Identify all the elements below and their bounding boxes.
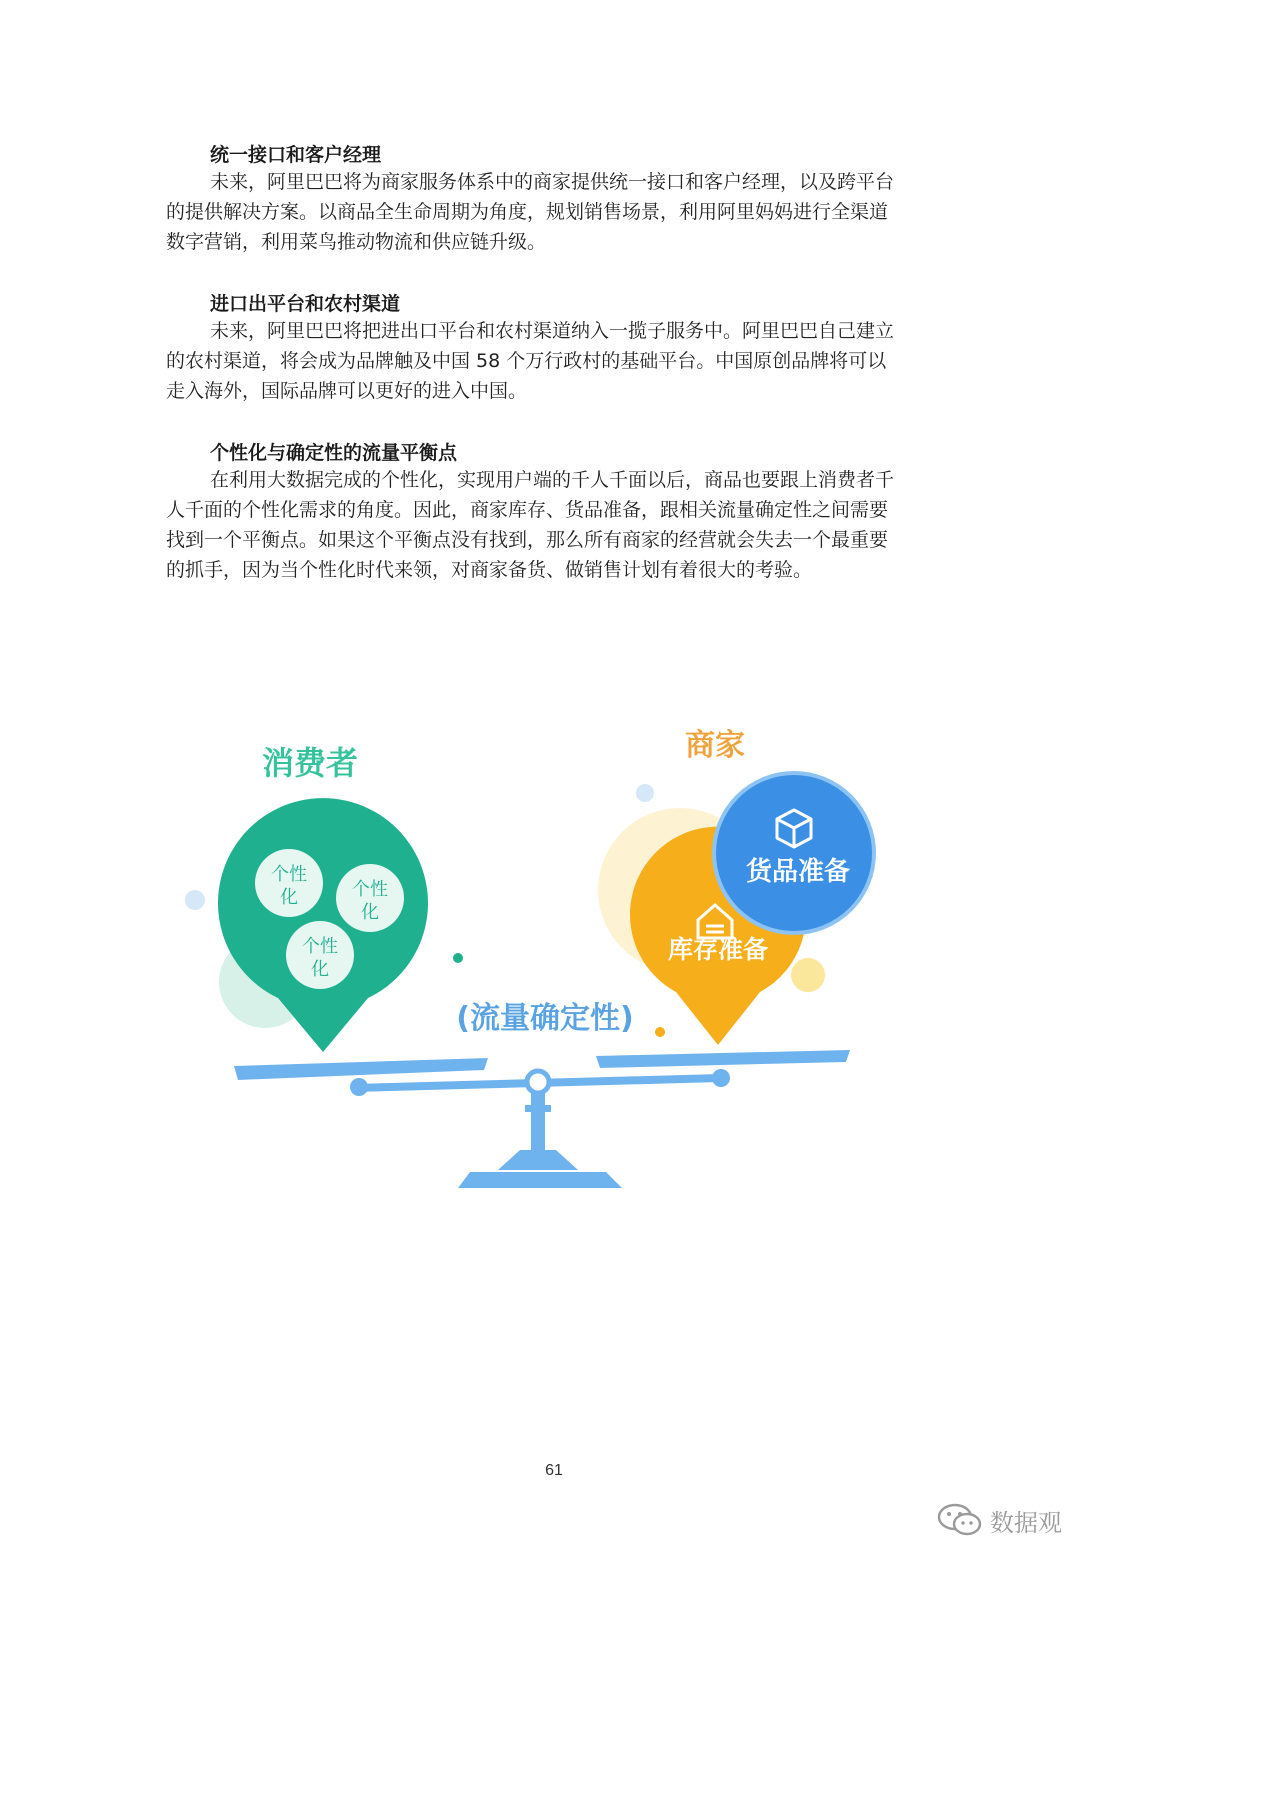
paragraph-line: 在利用大数据完成的个性化，实现用户端的千人千面以后，商品也要跟上消费者千 — [210, 469, 895, 491]
scale-pivot — [527, 1071, 549, 1093]
scale-pan-right — [596, 1050, 850, 1068]
paragraph-line: 未来，阿里巴巴将为商家服务体系中的商家提供统一接口和客户经理，以及跨平台 — [210, 171, 895, 193]
bubble-label: 个性 — [271, 864, 307, 885]
bubble-label: 化 — [361, 902, 379, 923]
section-paragraph-2 — [166, 316, 942, 406]
goods-label: 货品准备 — [745, 857, 851, 887]
section-paragraph-1 — [166, 167, 942, 257]
scale-joint — [350, 1078, 368, 1096]
paragraph-line: 数字营销，利用菜鸟推动物流和供应链升级。 — [166, 231, 547, 253]
paragraph-line: 走入海外，国际品牌可以更好的进入中国。 — [166, 380, 528, 402]
paragraph-line: 找到一个平衡点。如果这个平衡点没有找到，那么所有商家的经营就会失去一个最重要 — [166, 529, 889, 551]
paragraph-line: 人千面的个性化需求的角度。因此，商家库存、货品准备，跟相关流量确定性之间需要 — [166, 499, 889, 521]
decor-drop — [791, 958, 825, 1024]
watermark — [936, 1500, 1086, 1540]
consumer-title: 消费者 — [261, 744, 359, 782]
scale-base — [458, 1172, 622, 1188]
wechat-icon — [936, 1503, 984, 1537]
section-paragraph-3 — [166, 465, 942, 585]
decor-dot — [636, 784, 654, 802]
section-heading-1: 统一接口和客户经理 — [210, 144, 382, 166]
bubble-label: 个性 — [352, 879, 388, 900]
inventory-label: 库存准备 — [667, 935, 769, 964]
scale-pan-left — [234, 1058, 488, 1080]
decor-dot — [453, 953, 463, 963]
section-heading-2: 进口出平台和农村渠道 — [210, 293, 401, 315]
paragraph-line: 未来，阿里巴巴将把进出口平台和农村渠道纳入一揽子服务中。阿里巴巴自己建立 — [210, 320, 895, 342]
paragraph-line: 的农村渠道，将会成为品牌触及中国 58 个万行政村的基础平台。中国原创品牌将可以 — [166, 350, 887, 372]
scale-stand — [498, 1150, 578, 1170]
balance-scale — [234, 1050, 850, 1188]
scale-post-cross — [525, 1105, 551, 1112]
watermark-text: 数据观 — [990, 1508, 1062, 1537]
bubble-label: 化 — [280, 887, 298, 908]
traffic-certainty-label: (流量确定性) — [456, 1001, 634, 1036]
paragraph-line: 的抓手，因为当个性化时代来领，对商家备货、做销售计划有着很大的考验。 — [166, 559, 813, 581]
goods-circle — [714, 773, 874, 933]
scale-post — [531, 1093, 545, 1153]
section-heading-3: 个性化与确定性的流量平衡点 — [210, 442, 458, 464]
paragraph-line: 的提供解决方案。以商品全生命周期为角度，规划销售场景，利用阿里妈妈进行全渠道 — [166, 201, 889, 223]
decor-dot — [185, 890, 205, 910]
bubble-label: 化 — [311, 959, 329, 980]
page-number: 61 — [545, 1462, 563, 1479]
bubble-label: 个性 — [302, 936, 338, 957]
decor-dot — [655, 1027, 665, 1037]
balance-illustration — [170, 700, 890, 1210]
scale-joint — [712, 1069, 730, 1087]
merchant-title: 商家 — [685, 728, 745, 763]
